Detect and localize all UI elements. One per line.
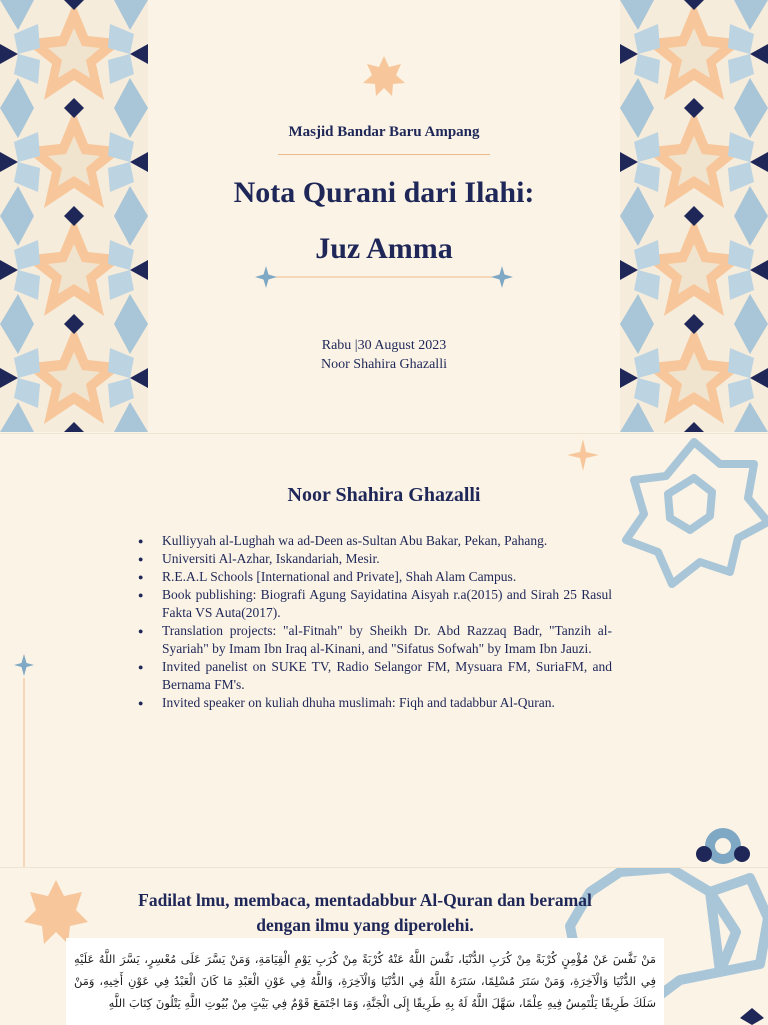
biography-slide — [0, 433, 768, 867]
sparkle-line-ornament — [14, 652, 34, 867]
sparkle-icon — [566, 438, 600, 472]
small-flower-ornament — [690, 824, 756, 867]
title-divider — [278, 154, 490, 155]
organization-name: Masjid Bandar Baru Ampang — [288, 124, 480, 140]
hadith-panel — [66, 938, 664, 1025]
cover-title-line1: Nota Qurani dari Ilahi: — [233, 176, 535, 209]
cover-title — [148, 165, 620, 277]
bio-list-item: ● Book publishing: Biografi Agung Sayidatina Aisyah r.a(2015) and Sirah 25 Rasul Fakta VS Auta(2017). — [138, 586, 612, 622]
star-ornament-icon — [24, 880, 88, 944]
bio-list-item: ● Kulliyyah al-Lughah wa ad-Deen as-Sultan Abu Bakar, Pekan, Pahang. — [138, 532, 612, 550]
geometric-outline-ornament — [620, 434, 768, 604]
bio-list — [138, 532, 612, 712]
bio-list-item: ● Translation projects: "al-Fitnah" by Sheikh Dr. Abd Razzaq Badr, "Tanzih al-Syariah" by Imam Ibn Iraq al-Kinani, and "Sifatus Sofwah" by Imam Ibn Jauzi. — [138, 622, 612, 658]
star-ornament-icon — [363, 56, 405, 98]
bio-list-item: ● Invited panelist on SUKE TV, Radio Selangor FM, Mysuara FM, SuriaFM, and Bernama FM's. — [138, 658, 612, 694]
presentation-date: Rabu |30 August 2023 — [321, 338, 447, 353]
cover-slide — [0, 0, 768, 432]
virtue-heading: Fadilat lmu, membaca, mentadabbur Al-Quran dan beramal dengan ilmu yang diperolehi. — [138, 890, 592, 935]
bio-name-heading: Noor Shahira Ghazalli — [287, 484, 481, 506]
hadith-text: مَنْ نَفَّسَ عَنْ مُؤْمِنٍ كُرْبَةً مِنْ كُرَبِ الدُّنْيَا، نَفَّسَ اللَّهُ عَنْهُ كُرْبَةً مِنْ كُرَبِ يَوْمِ الْقِيَامَةِ، وَمَنْ يَسَّرَ عَلَى مُعْسِرٍ، يَسَّرَ اللَّهُ عَلَيْهِ فِي الدُّنْيَا وَالْآخِرَةِ، وَمَنْ سَتَرَ مُسْلِمًا، سَتَرَهُ اللَّهُ فِي الدُّنْيَا وَالْآخِرَةِ، وَاللَّهُ فِي عَوْنِ الْعَبْدِ مَا كَانَ الْعَبْدُ فِي عَوْنِ أَخِيهِ، وَمَنْ سَلَكَ طَرِيقًا يَلْتَمِسُ فِيهِ عِلْمًا، سَهَّلَ اللَّهُ لَهُ بِهِ طَرِيقًا إِلَى الْجَنَّةِ، وَمَا اجْتَمَعَ قَوْمٌ فِي بَيْتٍ مِنْ بُيُوتِ اللَّهِ يَتْلُونَ كِتَابَ اللَّهِ — [74, 952, 656, 1010]
bio-list-item: ● R.E.A.L Schools [International and Private], Shah Alam Campus. — [138, 568, 612, 586]
cover-center-panel — [148, 0, 620, 432]
virtue-slide — [0, 867, 768, 1025]
cover-title-line2: Juz Amma — [315, 232, 453, 265]
bio-list-item: ● Universiti Al-Azhar, Iskandariah, Mesir. — [138, 550, 612, 568]
bio-list-item: ● Invited speaker on kuliah dhuha muslimah: Fiqh and tadabbur Al-Quran. — [138, 694, 612, 712]
geometric-pattern-left — [0, 0, 148, 432]
cover-meta — [148, 336, 620, 374]
sparkle-divider-icon — [254, 264, 514, 290]
geometric-pattern-right — [620, 0, 768, 432]
presenter-name: Noor Shahira Ghazalli — [321, 357, 447, 372]
